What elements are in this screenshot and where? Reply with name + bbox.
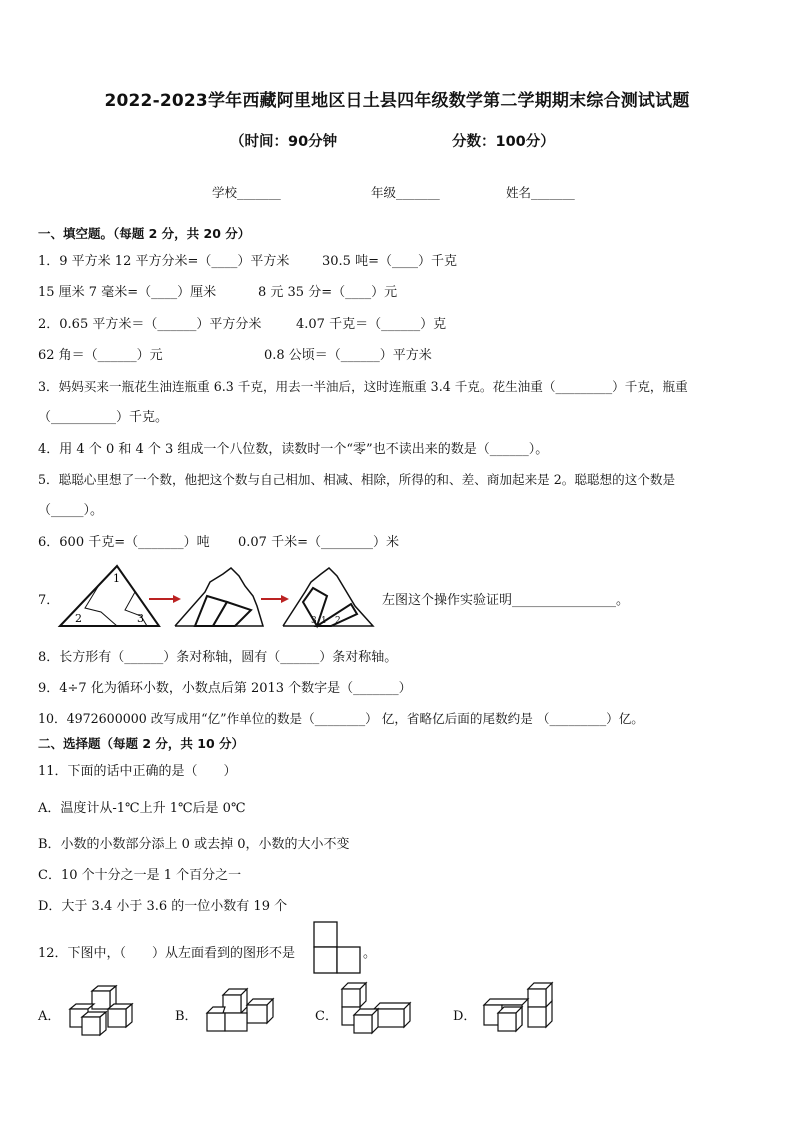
svg-text:2: 2 [335, 616, 341, 626]
cube-stack-option-b [205, 985, 281, 1041]
question-12-option-d-label: D． [453, 1009, 477, 1024]
triangle-experiment-figure [55, 562, 380, 630]
name-field: 姓名_______ [506, 185, 575, 200]
question-7-text: 左图这个操作实验证明________________。 [382, 593, 630, 608]
exam-score: 分数：100分） [452, 134, 555, 150]
question-9: 9．4÷7 化为循环小数，小数点后第 2013 个数字是（_______） [38, 681, 412, 696]
section-heading-multiple-choice: 二、选择题（每题 2 分，共 10 分） [38, 736, 245, 751]
triangle-angle-label-2: 2 [75, 612, 82, 625]
question-2a: 2．0.65 平方米＝（______）平方分米 [38, 317, 262, 332]
cube-stack-option-c [338, 981, 414, 1041]
question-12-option-b-label: B． [175, 1009, 198, 1024]
question-7-number: 7． [38, 593, 60, 608]
left-view-shape-figure [313, 921, 363, 975]
question-11-option-a: A．温度计从-1℃上升 1℃后是 0℃ [38, 801, 246, 816]
exam-time: （时间：90分钟 [230, 134, 338, 150]
question-11-option-c: C．10 个十分之一是 1 个百分之一 [38, 868, 242, 883]
question-6b: 0.07 千米=（________）米 [238, 535, 399, 550]
question-12-option-a-label: A． [38, 1009, 61, 1024]
arrow-right-icon [261, 595, 289, 603]
page-title: 2022-2023学年西藏阿里地区日土县四年级数学第二学期期末综合测试试题 [104, 91, 690, 111]
question-4: 4．用 4 个 0 和 4 个 3 组成一个八位数，读数时一个“零”也不读出来的数是（______）。 [38, 442, 549, 457]
question-5b: （_____）。 [38, 503, 104, 518]
question-2d: 0.8 公顷＝（______）平方米 [264, 348, 432, 363]
question-1b: 30.5 吨=（____）千克 [322, 254, 457, 269]
question-1a: 1．9 平方米 12 平方分米=（____）平方米 [38, 254, 290, 269]
question-1d: 8 元 35 分=（____）元 [258, 285, 398, 300]
question-6a: 6．600 千克=（_______）吨 [38, 535, 210, 550]
grade-field: 年级_______ [371, 185, 440, 200]
question-3a: 3．妈妈买来一瓶花生油连瓶重 6.3 千克，用去一半油后，这时连瓶重 3.4 千克。花生油重（_________）千克，瓶重 [38, 379, 688, 394]
question-11: 11．下面的话中正确的是（ ） [38, 764, 237, 779]
triangle-angle-label-3: 3 [137, 612, 144, 625]
triangle-angle-label-1: 1 [113, 572, 120, 585]
question-10: 10．4972600000 改写成用“亿”作单位的数是（________） 亿，省略亿后面的尾数约是 （_________）亿。 [38, 711, 644, 726]
school-field: 学校_______ [212, 185, 281, 200]
question-5a: 5．聪聪心里想了一个数，他把这个数与自己相加、相减、相除，所得的和、差、商加起来是 2。聪聪想的这个数是 [38, 472, 676, 487]
question-12-end: 。 [363, 946, 377, 961]
question-2c: 62 角＝（______）元 [38, 348, 163, 363]
section-heading-fill-blank: 一、填空题。（每题 2 分，共 20 分） [38, 226, 251, 241]
cube-stack-option-d [480, 981, 560, 1039]
svg-text:3: 3 [311, 616, 317, 626]
question-8: 8．长方形有（______）条对称轴，圆有（______）条对称轴。 [38, 650, 398, 665]
question-11-option-d: D．大于 3.4 小于 3.6 的一位小数有 19 个 [38, 899, 288, 914]
question-12: 12．下图中，（ ）从左面看到的图形不是 [38, 946, 296, 961]
question-1c: 15 厘米 7 毫米=（____）厘米 [38, 285, 217, 300]
question-3b: （__________）千克。 [38, 410, 169, 425]
torn-triangle-step-2 [283, 568, 373, 626]
arrow-right-icon [149, 595, 181, 603]
svg-text:1: 1 [321, 616, 327, 626]
question-2b: 4.07 千克＝（______）克 [296, 317, 447, 332]
torn-triangle-step-1 [175, 568, 263, 626]
question-11-option-b: B．小数的小数部分添上 0 或去掉 0，小数的大小不变 [38, 837, 350, 852]
question-12-option-c-label: C． [315, 1009, 338, 1024]
cube-stack-option-a [68, 985, 140, 1041]
